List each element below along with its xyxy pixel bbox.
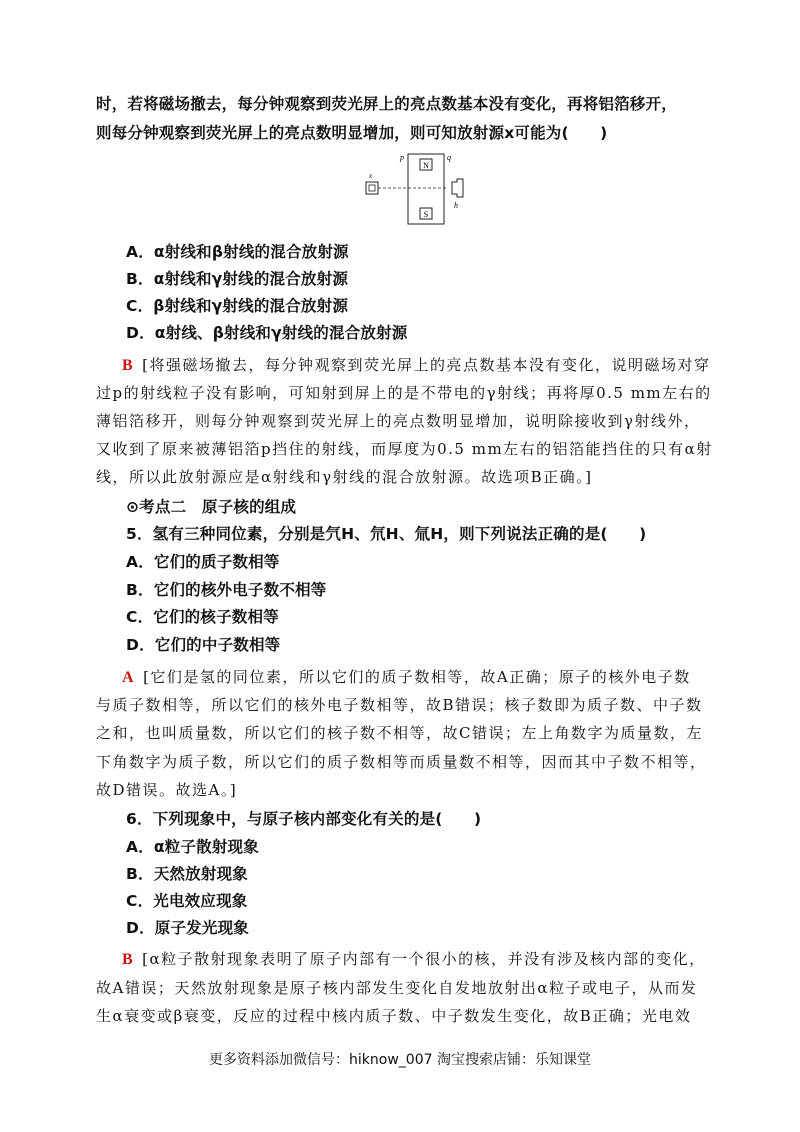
diagram-label-q: q bbox=[447, 153, 451, 162]
diagram-label-p: p bbox=[400, 153, 404, 162]
footer-promo: 更多资料添加微信号：hiknow_007 淘宝搜索店铺：乐知课堂 bbox=[209, 1052, 591, 1068]
section-heading: ⊙考点二 原子核的组成 bbox=[126, 498, 297, 516]
q4-answer: B bbox=[122, 357, 135, 374]
q4-option-c: C．β射线和γ射线的混合放射源 bbox=[126, 297, 349, 315]
diagram-label-h: h bbox=[454, 201, 458, 210]
q5-answer: A bbox=[122, 669, 136, 686]
diagram-label-x: x bbox=[369, 172, 373, 180]
q4-option-b: B．α射线和γ射线的混合放射源 bbox=[126, 270, 349, 288]
q4-explanation-line-4: 又收到了原来被薄铝箔p挡住的射线，而厚度为0.5 mm左右的铝箔能挡住的只有α射 bbox=[96, 440, 713, 458]
q6-option-a: A．α粒子散射现象 bbox=[126, 838, 259, 856]
diagram-label-n: N bbox=[423, 161, 429, 170]
q4-option-a: A．α射线和β射线的混合放射源 bbox=[126, 243, 349, 261]
q5-explanation-line-4: 下角数字为质子数，所以它们的质子数相等而质量数不相等，因而其中子数不相等， bbox=[96, 753, 707, 771]
q5-explanation-line-2: 与质子数相等，所以它们的核外电子数相等，故B错误；核子数即为质子数、中子数 bbox=[96, 696, 703, 714]
q6-stem: 6．下列现象中，与原子核内部变化有关的是( ) bbox=[126, 810, 482, 828]
q6-option-b: B．天然放射现象 bbox=[126, 865, 248, 883]
q6-explanation-line-3: 生α衰变或β衰变，反应的过程中核内质子数、中子数发生变化，故B正确；光电效 bbox=[96, 1007, 692, 1025]
q5-explanation-line-1: A [它们是氢的同位素，所以它们的质子数相等，故A正确；原子的核外电子数 bbox=[122, 668, 691, 686]
q6-option-c: C．光电效应现象 bbox=[126, 892, 248, 910]
magnetic-field-diagram bbox=[360, 150, 470, 230]
q5-stem: 5．氢有三种同位素，分别是氕H、氘H、氚H，则下列说法正确的是( ) bbox=[126, 525, 647, 543]
q6-explanation-line-1: B [α粒子散射现象表明了原子内部有一个很小的核，并没有涉及核内部的变化， bbox=[122, 950, 706, 968]
q5-option-a: A．它们的质子数相等 bbox=[126, 553, 280, 571]
q5-option-b: B．它们的核外电子数不相等 bbox=[126, 581, 327, 599]
q6-explanation-line-2: 故A错误；天然放射现象是原子核内部发生变化自发地放射出α粒子或电子，从而发 bbox=[96, 979, 698, 997]
q4-stem-line-1: 时，若将磁场撤去，每分钟观察到荧光屏上的亮点数基本没有变化，再将铝箔移开， bbox=[96, 95, 677, 113]
q6-answer: B bbox=[122, 951, 135, 968]
q5-option-d: D．它们的中子数相等 bbox=[126, 636, 281, 654]
diagram-label-s: S bbox=[423, 210, 429, 219]
q4-explanation-line-3: 薄铝箔移开，则每分钟观察到荧光屏上的亮点数明显增加，说明除接收到γ射线外， bbox=[96, 412, 701, 430]
q4-option-d: D．α射线、β射线和γ射线的混合放射源 bbox=[126, 324, 408, 342]
q4-explanation-line-5: 线，所以此放射源应是α射线和γ射线的混合放射源。故选项B正确。] bbox=[96, 468, 593, 486]
q5-explanation-line-5: 故D错误。故选A。] bbox=[96, 781, 238, 799]
q5-explanation-line-3: 之和，也叫质量数，所以它们的核子数不相等，故C错误；左上角数字为质量数，左 bbox=[96, 724, 703, 742]
q5-option-c: C．它们的核子数相等 bbox=[126, 608, 279, 626]
q6-option-d: D．原子发光现象 bbox=[126, 919, 249, 937]
q4-stem-line-2: 则每分钟观察到荧光屏上的亮点数明显增加，则可知放射源x可能为( ) bbox=[96, 124, 608, 142]
q4-explanation-line-2: 过p的射线粒子没有影响，可知射到屏上的是不带电的γ射线；再将厚0.5 mm左右的 bbox=[96, 384, 712, 402]
q4-explanation-line-1: B [将强磁场撤去，每分钟观察到荧光屏上的亮点数基本没有变化，说明磁场对穿 bbox=[122, 356, 711, 374]
